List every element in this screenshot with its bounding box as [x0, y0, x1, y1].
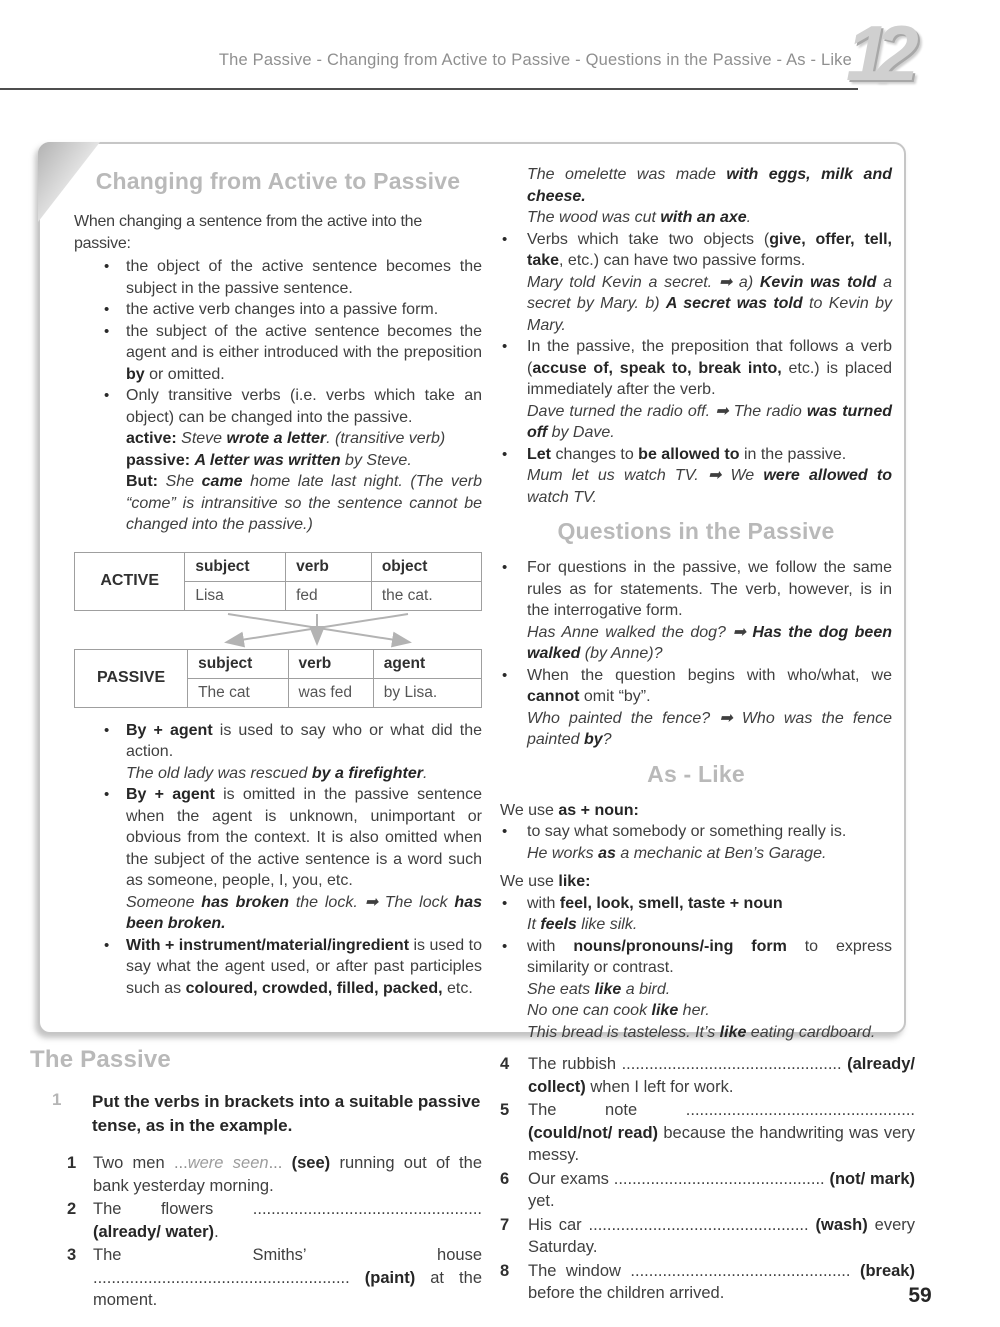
exercise-item-number: 3 [67, 1246, 77, 1264]
exercise-item [500, 1260, 915, 1305]
exercise-item-text: Our exams .............................................. (not/ mark) yet. [528, 1169, 915, 1210]
active-table-header: verb [286, 552, 372, 581]
page-number: 59 [908, 1284, 932, 1307]
bullet-item: • to say what somebody or something really is. He works as a mechanic at Ben’s Garage. [500, 821, 892, 864]
exercise-item-number: 7 [500, 1215, 510, 1234]
bullet-icon: • [502, 894, 508, 912]
bullet-icon: • [104, 387, 110, 404]
exercise-left-column [30, 1046, 482, 1313]
bullet-item: • the subject of the active sentence becomes the agent and is either introduced with the preposition by or omitted. [74, 321, 482, 386]
bullet-icon: • [104, 786, 110, 803]
exercise-item-text: The note .................................................. (could/not/ read) because the handwriting was very messy. [528, 1101, 915, 1164]
exercise-item-number: 1 [67, 1154, 77, 1172]
exercise-item [30, 1244, 482, 1312]
active-table-cell: the cat. [371, 581, 481, 610]
exercise-instruction-text: Put the verbs in brackets into a suitable passive tense, as in the example. [92, 1092, 481, 1135]
bullet-item: • Verbs which take two objects (give, offer, tell, take, etc.) can have two passive forms. Mary told Kevin a secret. ➡ a) Kevin was told a secret by Mary. b) A secret was told to Kevin by Mary. [500, 229, 892, 337]
transformation-arrows [74, 612, 470, 648]
active-table-header: subject [185, 552, 286, 581]
active-table [74, 552, 482, 611]
exercise-item-text: His car ................................................ (wash) every Saturday. [528, 1215, 916, 1256]
intro-text: When changing a sentence from the active into the passive: [74, 213, 422, 252]
bullet-item: • the object of the active sentence becomes the subject in the passive sentence. [74, 256, 482, 299]
exercise-item [500, 1053, 915, 1098]
bullet-icon: • [502, 937, 508, 955]
exercise-number: 1 [52, 1090, 62, 1109]
exercise-item-text: The rubbish ................................................ (already/ collect) when I left for work. [528, 1055, 915, 1096]
active-table-cell: fed [286, 581, 372, 610]
header-rule [0, 88, 858, 90]
bullet-icon: • [502, 823, 508, 840]
exercise-item-text: Two men ...were seen... (see) running out of the bank yesterday morning. [93, 1154, 482, 1195]
bullet-item: • the active verb changes into a passive form. [74, 299, 482, 321]
bullet-item: • Let changes to be allowed to in the passive. Mum let us watch TV. ➡ We were allowed to watch TV. [500, 444, 892, 509]
bullet-icon: • [104, 258, 110, 275]
passive-table-cell: The cat [188, 678, 288, 707]
exercise-item [500, 1099, 915, 1167]
bullet-icon: • [104, 322, 110, 340]
questions-rules-list [500, 557, 892, 751]
passive-table-header: subject [188, 649, 288, 678]
exercise-item-text: The Smiths’ house ........................................................ (paint) at the moment. [93, 1246, 482, 1309]
paragraph: The omelette was made with eggs, milk and cheese. The wood was cut with an axe. [527, 166, 892, 226]
exercise-item [500, 1168, 915, 1213]
bullet-item: • With + instrument/material/ingredient is used to say what the agent used, or after past participles such as coloured, crowded, filled, packed, etc. [74, 935, 482, 1000]
bullet-icon: • [104, 301, 110, 318]
passive-table-label: PASSIVE [75, 649, 188, 707]
exercise-item [30, 1198, 482, 1243]
bullet-icon: • [502, 666, 508, 684]
bullet-icon: • [104, 936, 110, 954]
section-heading-changing: Changing from Active to Passive [95, 168, 461, 194]
section-heading-as-like: As - Like [647, 760, 745, 787]
exercise-items-left [30, 1152, 482, 1312]
unit-number: 12 [846, 9, 905, 97]
passive-table-header: verb [288, 649, 373, 678]
active-table-label: ACTIVE [75, 552, 185, 610]
bullet-icon: • [502, 559, 508, 576]
as-like-rules-list [500, 800, 892, 1044]
bullet-icon: • [502, 445, 508, 463]
bullet-item: • By + agent is used to say who or what did the action. The old lady was rescued by a firefighter. [74, 720, 482, 785]
bullet-item: • Only transitive verbs (i.e. verbs which take an object) can be changed into the passive. active: Steve wrote a letter. (transitive verb) passive: A letter was written by Steve. But: She came home late last night. (The verb “come” is intransitive so the sentence cannot be changed into the passive.) [74, 385, 482, 536]
bullet-item: • with nouns/pronouns/-ing form to express similarity or contrast. She eats like a bird. No one can cook like her. This bread is tasteless. It’s like eating cardboard. [500, 936, 892, 1044]
exercise-item-number: 4 [500, 1055, 510, 1073]
exercise-item-number: 8 [500, 1261, 510, 1280]
section-heading-questions: Questions in the Passive [557, 518, 835, 544]
bullet-item: • When the question begins with who/what, we cannot omit “by”. Who painted the fence? ➡ Who was the fence painted by? [500, 665, 892, 751]
bullet-icon: • [502, 230, 508, 248]
paragraph: We use as + noun: [500, 801, 639, 819]
exercise-item-text: The window ................................................ (break) before the children arrived. [528, 1261, 915, 1302]
bullet-icon: • [502, 338, 508, 355]
active-table-cell: Lisa [185, 581, 286, 610]
active-table-header: object [371, 552, 481, 581]
exercise-item-number: 2 [67, 1200, 77, 1218]
grammar-left-column [74, 156, 482, 1043]
page-title: The Passive - Changing from Active to Passive - Questions in the Passive - As - Like [218, 50, 852, 69]
bullet-icon: • [104, 721, 110, 739]
exercise-section-heading: The Passive [30, 1046, 171, 1073]
exercise-item [500, 1214, 915, 1259]
bullet-item: • By + agent is omitted in the passive sentence when the agent is unknown, unimportant or obvious from the context. It is also omitted when the subject of the active sentence is a word such as someone, people, I, you, etc. Someone has broken the lock. ➡ The lock has been broken. [74, 784, 482, 935]
rules-list-top [74, 256, 482, 536]
grammar-box [38, 142, 906, 1041]
passive-table [74, 649, 482, 708]
exercise-instruction [30, 1090, 482, 1137]
paragraph: We use like: [500, 873, 591, 890]
bullet-item: • For questions in the passive, we follow the same rules as for statements. The verb, however, is in the interrogative form. Has Anne walked the dog? ➡ Has the dog been walked (by Anne)? [500, 557, 892, 665]
exercise-items-right [500, 1053, 915, 1305]
rules-list-continued [500, 164, 892, 508]
exercise-item-text: The flowers .................................................. (already/ water). [93, 1200, 482, 1241]
rules-list-bottom [74, 720, 482, 1000]
passive-table-header: agent [373, 649, 481, 678]
bullet-item: • with feel, look, smell, taste + noun It feels like silk. [500, 893, 892, 936]
passive-table-cell: by Lisa. [373, 678, 481, 707]
exercise-item-number: 6 [500, 1169, 510, 1188]
passive-table-cell: was fed [288, 678, 373, 707]
exercise-right-column [500, 1053, 915, 1306]
grammar-right-column [500, 156, 892, 1043]
bullet-item: • In the passive, the preposition that follows a verb (accuse of, speak to, break into, etc.) is placed immediately after the verb. Dave turned the radio off. ➡ The radio was turned off by Dave. [500, 336, 892, 444]
exercise-item-number: 5 [500, 1101, 510, 1119]
exercise-item [30, 1152, 482, 1197]
